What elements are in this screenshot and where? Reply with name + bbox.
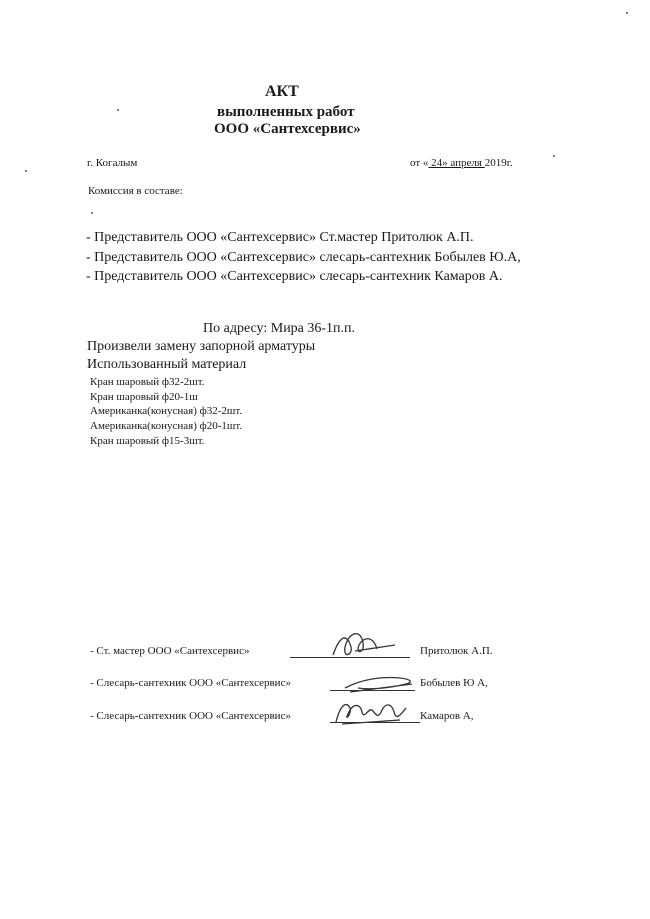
signature-role: - Слесарь-сантехник ООО «Сантехсервис» (90, 710, 291, 722)
signature-role: - Ст. мастер ООО «Сантехсервис» (90, 645, 250, 657)
work-address: По адресу: Мира 36-1п.п. (203, 321, 356, 336)
material-item: Кран шаровый ф32-2шт. (90, 376, 205, 388)
material-item: Кран шаровый ф20-1ш (90, 391, 198, 403)
document-date (410, 157, 513, 169)
signature-name: Притолюк А.П. (420, 645, 493, 657)
signature-mark (330, 694, 410, 732)
scan-speck (25, 170, 27, 172)
signature-name: Камаров А, (420, 710, 474, 722)
act-subtitle: выполненных работ (217, 104, 355, 120)
materials-label: Использованный материал (87, 357, 247, 372)
commission-member: - Представитель ООО «Сантехсервис» слесарь-сантехник Камаров А. (86, 269, 503, 284)
commission-member: - Представитель ООО «Сантехсервис» слесарь-сантехник Бобылев Ю.А, (86, 250, 521, 265)
material-item: Кран шаровый ф15-3шт. (90, 435, 205, 447)
date-day: 24» (428, 157, 448, 169)
material-item: Американка(конусная) ф20-1шт. (90, 420, 243, 432)
signature-role: - Слесарь-сантехник ООО «Сантехсервис» (90, 677, 291, 689)
commission-label: Комиссия в составе: (88, 185, 183, 197)
date-year: 2019г. (484, 157, 513, 169)
date-prefix: от « (410, 157, 429, 169)
signature-mark (325, 625, 400, 665)
act-title: АКТ (265, 83, 299, 100)
date-month: апреля (447, 157, 485, 169)
city: г. Когалым (87, 157, 138, 169)
work-description: Произвели замену запорной арматуры (87, 339, 316, 354)
scan-speck (117, 109, 119, 111)
commission-member: - Представитель ООО «Сантехсервис» Ст.мастер Притолюк А.П. (86, 230, 474, 245)
scan-speck (626, 12, 628, 14)
scan-speck (91, 212, 93, 214)
scan-speck (553, 155, 555, 157)
material-item: Американка(конусная) ф32-2шт. (90, 405, 243, 417)
company-name: ООО «Сантехсервис» (214, 121, 361, 137)
signature-name: Бобылев Ю А, (420, 677, 488, 689)
signature-mark (340, 668, 420, 696)
